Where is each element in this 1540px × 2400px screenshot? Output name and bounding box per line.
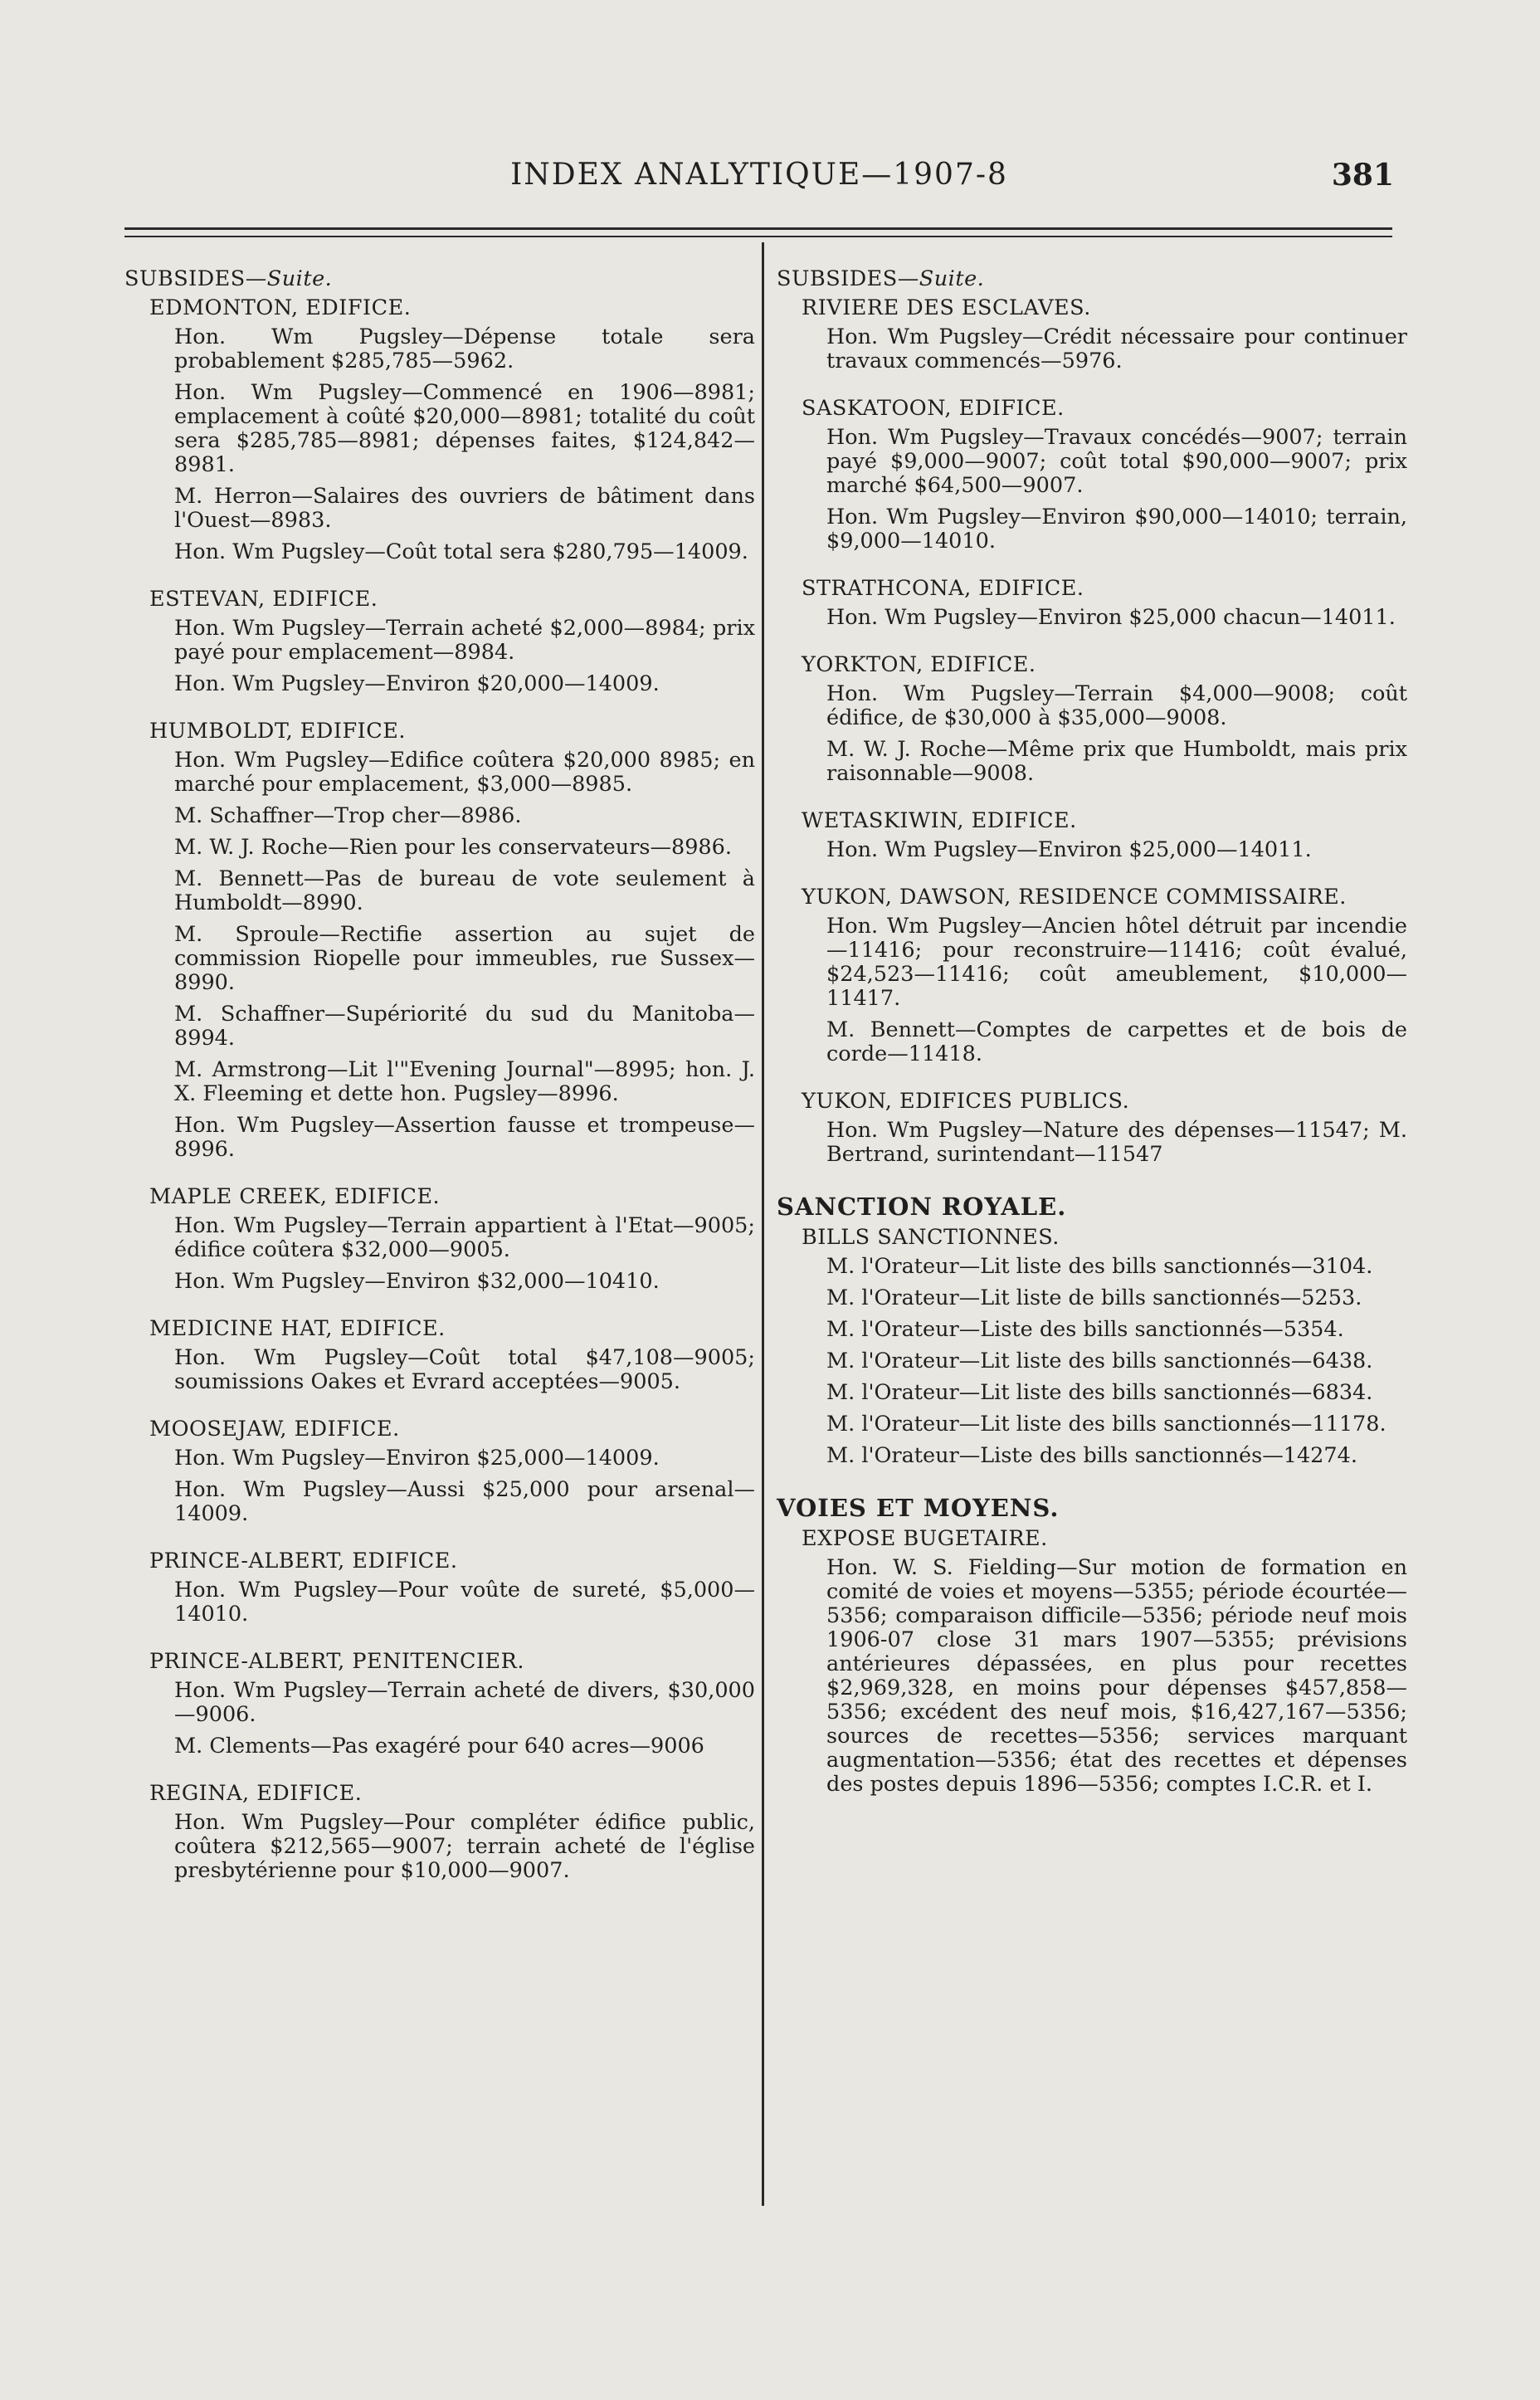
entry: Hon. Wm Pugsley—Ancien hôtel détruit par incendie—11416; pour reconstruire—11416; coût évalué, $24,523—11416; coût ameublement, $10,000—11417. [826, 914, 1407, 1011]
entry: M. l'Orateur—Lit liste des bills sanctionnés—3104. [826, 1254, 1373, 1279]
section-title: MAPLE CREEK, EDIFICE. [149, 1184, 441, 1209]
entry: M. Bennett—Pas de bureau de vote seulement à Humboldt—8990. [174, 866, 755, 915]
entry: Hon. Wm Pugsley—Nature des dépenses—11547; M. Bertrand, surintendant—11547 [826, 1118, 1407, 1167]
entry: Hon. Wm Pugsley—Terrain appartient à l'Etat—9005; édifice coûtera $32,000—9005. [174, 1213, 755, 1262]
section-title: YUKON, DAWSON, RESIDENCE COMMISSAIRE. [802, 885, 1347, 910]
right-column [777, 267, 1407, 1804]
heading-suffix: Suite. [266, 266, 333, 291]
header-rule-thin [124, 236, 1392, 237]
section-title: EXPOSE BUGETAIRE. [802, 1526, 1048, 1551]
entry: M. l'Orateur—Liste des bills sanctionnés—14274. [826, 1443, 1357, 1468]
entry: Hon. Wm Pugsley—Environ $25,000 chacun—14011. [826, 605, 1396, 630]
section-title: YUKON, EDIFICES PUBLICS. [802, 1089, 1130, 1114]
entry: Hon. Wm Pugsley—Pour voûte de sureté, $5,000—14010. [174, 1578, 755, 1627]
entry: M. Schaffner—Trop cher—8986. [174, 803, 522, 828]
entry: Hon. Wm Pugsley—Environ $25,000—14011. [826, 837, 1312, 862]
entry: Hon. Wm Pugsley—Coût total $47,108—9005; soumissions Oakes et Evrard acceptées—9005. [174, 1345, 755, 1394]
entry: Hon. Wm Pugsley—Travaux concédés—9007; terrain payé $9,000—9007; coût total $90,000—9007; prix marché $64,500—9007. [826, 425, 1407, 498]
entry: M. Clements—Pas exagéré pour 640 acres—9006 [174, 1734, 704, 1759]
entry: M. Bennett—Comptes de carpettes et de bois de corde—11418. [826, 1017, 1407, 1066]
entry: Hon. Wm Pugsley—Crédit nécessaire pour continuer travaux commencés—5976. [826, 324, 1407, 373]
section-title: HUMBOLDT, EDIFICE. [149, 719, 406, 744]
entry: M. W. J. Roche—Rien pour les conservateurs—8986. [174, 835, 732, 860]
entry: Hon. Wm Pugsley—Assertion fausse et trompeuse—8996. [174, 1113, 755, 1162]
entry: Hon. W. S. Fielding—Sur motion de formation en comité de voies et moyens—5355; période écourtée—5356; comparaison difficile—5356; période neuf mois 1906-07 close 31 mars 1907—5355; prévisions antérieures dépassées, en plus pour recettes $2,969,328, en moins pour dépenses $457,858—5356; excédent des neuf mois, $16,427,167—5356; sources de recettes—5356; services marquant augmentation—5356; état des recettes et dépenses des postes depuis 1896—5356; comptes I.C.R. et I. [826, 1555, 1407, 1797]
entry: Hon. Wm Pugsley—Terrain acheté $2,000—8984; prix payé pour emplacement—8984. [174, 616, 755, 665]
major-heading: VOIES ET MOYENS. [777, 1494, 1060, 1522]
section-title: ESTEVAN, EDIFICE. [149, 587, 378, 612]
entry: Hon. Wm Pugsley—Commencé en 1906—8981; emplacement à coûté $20,000—8981; totalité du coût sera $285,785—8981; dépenses faites, $124,842—8981. [174, 380, 755, 477]
page-title: INDEX ANALYTIQUE—1907-8 [510, 158, 1008, 192]
section-title: MOOSEJAW, EDIFICE. [149, 1417, 400, 1441]
running-head [124, 158, 1394, 199]
left-column [124, 267, 755, 1890]
column-divider [762, 242, 764, 2206]
section-title: REGINA, EDIFICE. [149, 1781, 363, 1806]
entry: M. l'Orateur—Lit liste des bills sanctionnés—6438. [826, 1349, 1373, 1373]
section-title: STRATHCONA, EDIFICE. [802, 576, 1084, 601]
entry: Hon. Wm Pugsley—Terrain acheté de divers, $30,000—9006. [174, 1678, 755, 1727]
entry: Hon. Wm Pugsley—Environ $20,000—14009. [174, 671, 660, 696]
section-title: MEDICINE HAT, EDIFICE. [149, 1316, 446, 1341]
header-rule-thick [124, 227, 1392, 230]
entry: Hon. Wm Pugsley—Aussi $25,000 pour arsenal—14009. [174, 1477, 755, 1526]
column-heading [777, 267, 1407, 291]
page-number: 381 [1331, 158, 1394, 193]
heading-suffix: Suite. [919, 266, 985, 291]
section-title: RIVIERE DES ESCLAVES. [802, 295, 1091, 320]
entry: Hon. Wm Pugsley—Edifice coûtera $20,000 8985; en marché pour emplacement, $3,000—8985. [174, 748, 755, 797]
entry: M. l'Orateur—Lit liste de bills sanctionnés—5253. [826, 1285, 1362, 1310]
entry: M. Herron—Salaires des ouvriers de bâtiment dans l'Ouest—8983. [174, 484, 755, 533]
entry: Hon. Wm Pugsley—Environ $25,000—14009. [174, 1446, 660, 1471]
major-heading: SANCTION ROYALE. [777, 1193, 1067, 1221]
entry: M. Armstrong—Lit l'"Evening Journal"—8995; hon. J. X. Fleeming et dette hon. Pugsley—8996. [174, 1057, 755, 1106]
entry: Hon. Wm Pugsley—Pour compléter édifice public, coûtera $212,565—9007; terrain acheté de l'église presbytérienne pour $10,000—9007. [174, 1810, 755, 1883]
section-title: YORKTON, EDIFICE. [802, 652, 1036, 677]
section-title: BILLS SANCTIONNES. [802, 1225, 1060, 1250]
heading-text: SUBSIDES— [777, 266, 919, 291]
section-title: SASKATOON, EDIFICE. [802, 396, 1065, 421]
section-title: PRINCE-ALBERT, PENITENCIER. [149, 1649, 524, 1674]
entry: Hon. Wm Pugsley—Terrain $4,000—9008; coût édifice, de $30,000 à $35,000—9008. [826, 681, 1407, 730]
section-title: EDMONTON, EDIFICE. [149, 295, 412, 320]
heading-text: SUBSIDES— [124, 266, 267, 291]
entry: Hon. Wm Pugsley—Environ $32,000—10410. [174, 1269, 660, 1294]
section-title: PRINCE-ALBERT, EDIFICE. [149, 1549, 458, 1573]
entry: M. Sproule—Rectifie assertion au sujet de commission Riopelle pour immeubles, rue Sussex—8990. [174, 922, 755, 995]
entry: M. l'Orateur—Lit liste des bills sanctionnés—11178. [826, 1412, 1386, 1437]
entry: Hon. Wm Pugsley—Environ $90,000—14010; terrain, $9,000—14010. [826, 505, 1407, 554]
column-heading [124, 267, 755, 291]
entry: M. Schaffner—Supériorité du sud du Manitoba—8994. [174, 1002, 755, 1051]
entry: Hon. Wm Pugsley—Dépense totale sera probablement $285,785—5962. [174, 324, 755, 373]
section-title: WETASKIWIN, EDIFICE. [802, 808, 1077, 833]
entry: M. l'Orateur—Liste des bills sanctionnés—5354. [826, 1317, 1344, 1342]
entry: Hon. Wm Pugsley—Coût total sera $280,795—14009. [174, 539, 748, 564]
entry: M. W. J. Roche—Même prix que Humboldt, mais prix raisonnable—9008. [826, 737, 1407, 786]
entry: M. l'Orateur—Lit liste des bills sanctionnés—6834. [826, 1380, 1373, 1405]
